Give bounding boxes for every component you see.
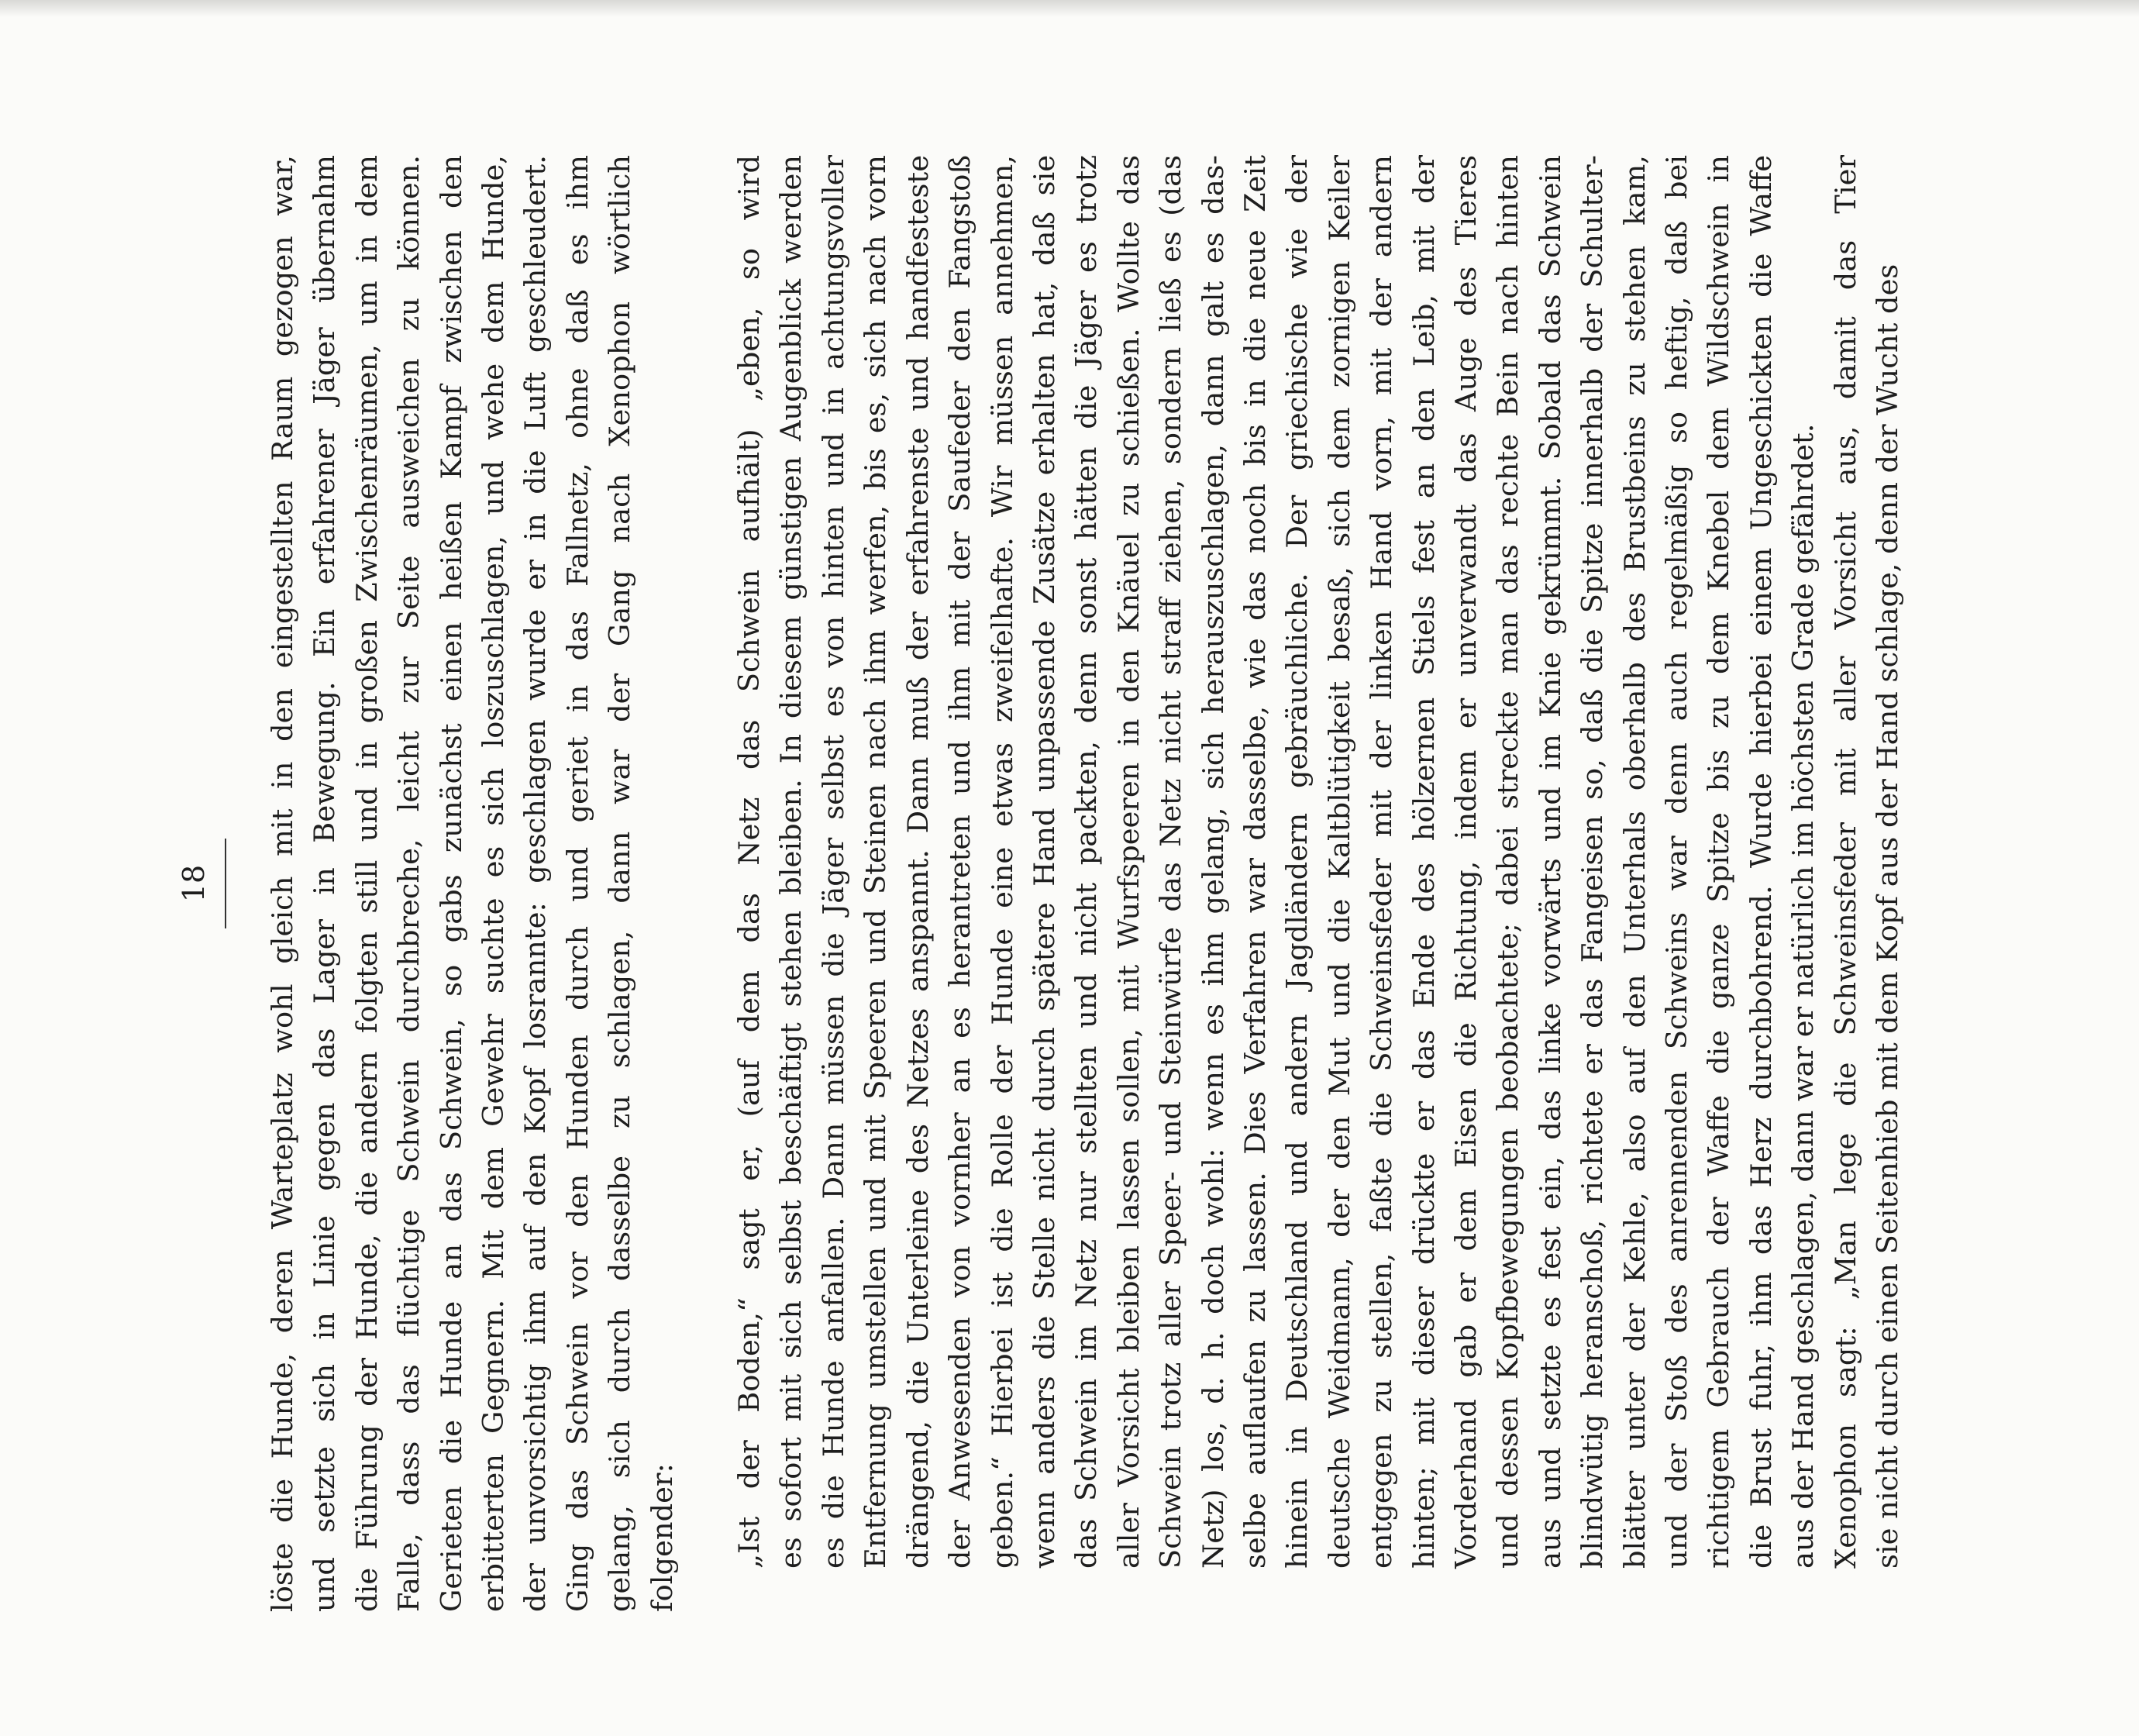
paragraph bbox=[262, 155, 684, 1612]
text-line: der Anwesenden von vornher an es herantreten und ihm mit der Saufeder den Fangstoß bbox=[943, 155, 977, 1569]
text-line: wenn anders die Stelle nicht durch spätere Hand unpassende Zusätze erhalten hat, daß sie bbox=[1027, 155, 1061, 1569]
text-line: deutsche Weidmann, der den Mut und die Kaltblütigkeit besaß, sich dem zornigen Keiler bbox=[1322, 155, 1356, 1569]
text-line: entgegen zu stellen, faßte die Schweinsfeder mit der linken Hand vorn, mit der andern bbox=[1365, 155, 1399, 1569]
text-line: folgender: bbox=[645, 1463, 679, 1612]
text-line: und setzte sich in Linie gegen das Lager in Bewegung. Ein erfahrener Jäger übernahm bbox=[308, 155, 342, 1612]
text-line: sie nicht durch einen Seitenhieb mit dem Kopf aus der Hand schlage, denn der Wucht des bbox=[1871, 264, 1905, 1569]
page-number bbox=[170, 155, 242, 1612]
text-line: Gerieten die Hunde an das Schwein, so gabs zunächst einen heißen Kampf zwischen den bbox=[434, 155, 468, 1612]
text-line: drängend, die Unterleine des Netzes anspannt. Dann muß der erfahrenste und handfesteste bbox=[901, 155, 935, 1569]
text-line: das Schwein im Netz nur stellten und nicht packten, denn sonst hätten die Jäger es trotz bbox=[1070, 155, 1104, 1569]
paragraph bbox=[1825, 155, 1910, 1612]
text-line: Ging das Schwein vor den Hunden durch und geriet in das Fallnetz, ohne daß es ihm bbox=[560, 155, 594, 1612]
text-line: „Ist der Boden,“ sagt er, (auf dem das Netz das Schwein aufhält) „eben, so wird bbox=[732, 155, 766, 1569]
text-line: die Führung der Hunde, die andern folgten still und in großen Zwischenräumen, um in dem bbox=[350, 155, 384, 1612]
text-line: richtigem Gebrauch der Waffe die ganze Spitze bis zu dem Knebel dem Wildschwein in bbox=[1702, 155, 1736, 1569]
scan-edge-shadow bbox=[0, 0, 2139, 17]
text-line: hinein in Deutschland und andern Jagdländern gebräuchliche. Der griechische wie der bbox=[1280, 155, 1314, 1569]
text-line: es sofort mit sich selbst beschäftigt stehen bleiben. In diesem günstigen Augenblick werden bbox=[774, 155, 808, 1569]
text-line: die Brust fuhr, ihm das Herz durchbohrend. Wurde hierbei einem Ungeschickten die Waffe bbox=[1744, 155, 1778, 1569]
text-line: der unvorsichtig ihm auf den Kopf losrannte: geschlagen wurde er in die Luft geschleudert. bbox=[518, 155, 553, 1612]
text-line: Vorderhand gab er dem Eisen die Richtung, indem er unverwandt das Auge des Tieres bbox=[1448, 155, 1483, 1569]
text-line: Schwein trotz aller Speer- und Steinwürfe das Netz nicht straff ziehen, sondern ließ es (das bbox=[1154, 155, 1188, 1569]
text-line: Netz) los, d. h. doch wohl: wenn es ihm gelang, sich herauszuschlagen, dann galt es das- bbox=[1196, 155, 1230, 1569]
text-line: blätter unter der Kehle, also auf den Unterhals oberhalb des Brustbeins zu stehen kam, bbox=[1617, 155, 1652, 1569]
text-line: und der Stoß des anrennenden Schweins war denn auch regelmäßig so heftig, daß bei bbox=[1660, 155, 1693, 1569]
text-line: aus und setzte es fest ein, das linke vorwärts und im Knie gekrümmt. Sobald das Schwein bbox=[1533, 155, 1567, 1569]
rotated-book-page bbox=[170, 155, 2054, 1612]
text-line: aus der Hand geschlagen, dann war er natürlich im höchsten Grade gefährdet. bbox=[1786, 423, 1820, 1569]
text-line: hinten; mit dieser drückte er das Ende des hölzernen Stiels fest an den Leib, mit der bbox=[1407, 155, 1441, 1569]
text-line: geben.“ Hierbei ist die Rolle der Hunde eine etwas zweifelhafte. Wir müssen annehmen, bbox=[985, 155, 1019, 1569]
text-line: es die Hunde anfallen. Dann müssen die Jäger selbst es von hinten und in achtungsvoller bbox=[816, 155, 850, 1569]
text-line: gelang, sich durch dasselbe zu schlagen, dann war der Gang nach Xenophon wörtlich bbox=[603, 155, 637, 1612]
text-line: Entfernung umstellen und mit Speeren und Steinen nach ihm werfen, bis es, sich nach vorn bbox=[859, 155, 893, 1569]
paragraph bbox=[728, 155, 1825, 1612]
text-line: löste die Hunde, deren Warteplatz wohl gleich mit in den eingestellten Raum gezogen war, bbox=[266, 155, 299, 1612]
text-line: blindwütig heranschoß, richtete er das Fangeisen so, daß die Spitze innerhalb der Schulter- bbox=[1576, 155, 1610, 1569]
text-line: erbitterten Gegnern. Mit dem Gewehr suchte es sich loszuschlagen, und wehe dem Hunde, bbox=[477, 155, 511, 1612]
text-line: aller Vorsicht bleiben lassen sollen, mit Wurfspeeren in den Knäuel zu schießen. Wollte das bbox=[1111, 155, 1145, 1569]
text-line: selbe auflaufen zu lassen. Dies Verfahren war dasselbe, wie das noch bis in die neue Zeit bbox=[1238, 155, 1272, 1569]
text-line: Falle, dass das flüchtige Schwein durchbreche, leicht zur Seite ausweichen zu können. bbox=[392, 155, 426, 1612]
text-line: Xenophon sagt: „Man lege die Schweinsfeder mit aller Vorsicht aus, damit das Tier bbox=[1828, 155, 1862, 1569]
page-number-text: 18 bbox=[170, 839, 226, 928]
text-line: und dessen Kopfbewegungen beobachtete; dabei streckte man das rechte Bein nach hinten bbox=[1491, 155, 1525, 1569]
page-body-text bbox=[262, 155, 2044, 1612]
